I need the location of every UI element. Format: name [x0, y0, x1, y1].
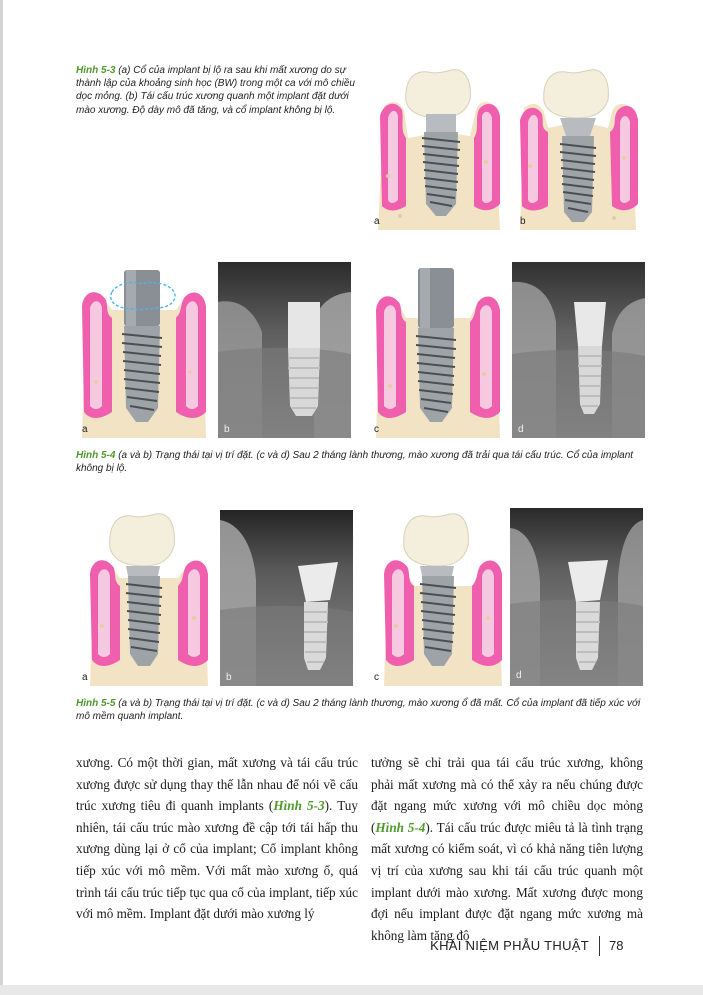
- figure-5-4d-radiograph: [512, 262, 645, 438]
- implant-placement-illustration: [76, 262, 212, 438]
- body-text: xương. Có một thời gian, mất xương và tái cấu trúc xương được sử dụng thay thế lẫn nhau để nói về cấu trúc xương tiêu đi quanh implants (: [76, 755, 358, 814]
- page-edge-shadow: [0, 0, 3, 995]
- figure-5-5d-radiograph: [510, 508, 643, 686]
- figure-5-3-caption: [76, 64, 366, 117]
- figure-5-3a-illustration: [370, 66, 513, 230]
- figure-5-3a-panel-label: a: [374, 216, 380, 227]
- figure-5-4-caption: [76, 449, 644, 475]
- figure-5-4a-illustration: [76, 262, 212, 438]
- figure-5-5c-illustration: [374, 508, 506, 686]
- figure-5-3b-illustration: [514, 66, 645, 230]
- figure-5-3b-panel-label: b: [520, 216, 526, 227]
- figure-5-5b-radiograph: [220, 510, 353, 686]
- figure-5-4-caption-text: (a và b) Trạng thái tại vị trí đặt. (c và d) Sau 2 tháng lành thương, mào xương đã trải qua tái cấu trúc. Cổ của implant không bị lộ.: [76, 450, 634, 475]
- body-text-column-2: [371, 752, 643, 946]
- figure-reference-link[interactable]: Hình 5-3: [273, 798, 325, 814]
- implant-healed-illustration: [370, 262, 506, 438]
- page-number: 78: [609, 938, 624, 953]
- figure-reference-link[interactable]: Hình 5-4: [375, 819, 426, 835]
- figure-5-4c-illustration: [370, 262, 506, 438]
- implant-crown-healed-illustration: [380, 508, 506, 686]
- figure-5-4d-panel-label: d: [518, 424, 524, 435]
- body-text: tưởng sẽ chỉ trải qua tái cấu trúc xương, không phải mất xương mà có thể xảy ra nếu chúng được đặt ngang mức xương với mô chiều dọc mỏng (: [371, 755, 643, 835]
- footer-divider: [599, 936, 600, 956]
- figure-5-4a-panel-label: a: [82, 424, 88, 435]
- figure-5-3-caption-text: (a) Cổ của implant bị lộ ra sau khi mất xương do sự thành lập của khoảng sinh học (BW) trong một ca với mô chiều dọc mỏng. (b) Tái cấu trúc xương quanh một implant đặt dưới mào xương. Độ dày mô đã tăng, và cổ implant không bị lộ.: [76, 65, 355, 116]
- figure-5-5b-panel-label: b: [226, 672, 232, 683]
- figure-5-5-label[interactable]: Hình 5-5: [76, 698, 116, 709]
- radiograph-crown-healed: [510, 508, 643, 686]
- figure-5-5a-panel-label: a: [82, 672, 88, 683]
- figure-5-5d-panel-label: d: [516, 670, 522, 681]
- figure-5-4c-panel-label: c: [374, 424, 379, 435]
- body-text-column-1: [76, 752, 358, 925]
- radiograph-crown-placement: [220, 510, 353, 686]
- figure-5-4-label[interactable]: Hình 5-4: [76, 450, 116, 461]
- figure-5-4b-panel-label: b: [224, 424, 230, 435]
- figure-5-5c-panel-label: c: [374, 672, 379, 683]
- figure-5-5-caption-text: (a và b) Trạng thái tại vị trí đặt. (c và d) Sau 2 tháng lành thương, mào xương ổ đã mất. Cổ của implant đã tiếp xúc với mô mềm quanh implant.: [76, 698, 641, 723]
- running-title: KHÁI NIỆM PHẪU THUẬT: [430, 938, 589, 953]
- body-text: ). Tuy nhiên, tái cấu trúc mào xương đề cập tới tái hấp thu xương dùng lại ở cổ của implant; Cổ implant không tiếp xúc với mô mềm. Với mất mào xương ổ, quá trình tái cấu trúc tiếp tục qua cổ của implant, tiếp xúc với mô mềm. Implant đặt dưới mào xương lý: [76, 798, 358, 922]
- radiograph-implant-healed: [512, 262, 645, 438]
- figure-5-4b-radiograph: [218, 262, 351, 438]
- figure-5-5-caption: [76, 697, 644, 723]
- radiograph-implant-placement: [218, 262, 351, 438]
- implant-crown-placement-illustration: [86, 508, 212, 686]
- body-text: ). Tái cấu trúc được miêu tả là tình trạng mất xương có kiểm soát, vì có khả năng tiên lượng vị trí của xương sau khi tái cấu trúc quanh một implant dưới mào xương. Mất xương được mong đợi nếu implant được đặt ngang mức xương mà không làm tăng độ: [371, 819, 643, 943]
- bottom-margin-band: [0, 985, 703, 995]
- implant-exposed-neck-illustration: [370, 66, 513, 230]
- implant-subcrestal-illustration: [514, 66, 645, 230]
- figure-5-5a-illustration: [82, 508, 212, 686]
- figure-5-3-label[interactable]: Hình 5-3: [76, 65, 116, 76]
